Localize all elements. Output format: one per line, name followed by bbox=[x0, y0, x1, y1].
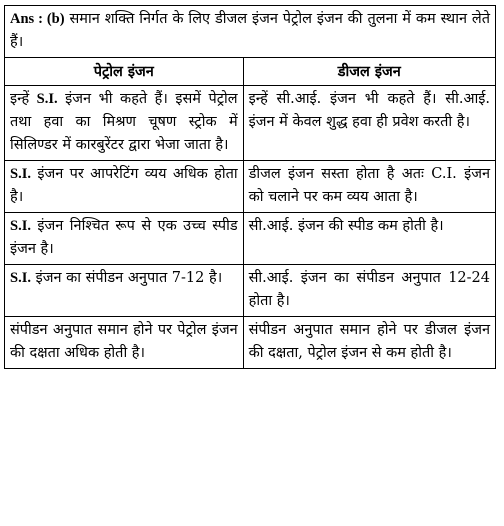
diesel-cell: संपीडन अनुपात समान होने पर डीजल इंजन की दक्षता, पेट्रोल इंजन से कम होती है। bbox=[243, 317, 495, 369]
intro-cell bbox=[5, 6, 496, 58]
header-diesel: डीजल इंजन bbox=[243, 58, 495, 86]
diesel-cell: डीजल इंजन सस्ता होता है अतः C.I. इंजन को चलाने पर कम व्यय आता है। bbox=[243, 161, 495, 213]
header-row bbox=[5, 58, 496, 86]
diesel-cell: सी.आई. इंजन का संपीडन अनुपात 12-24 होता है। bbox=[243, 265, 495, 317]
diesel-cell: सी.आई. इंजन की स्पीड कम होती है। bbox=[243, 213, 495, 265]
petrol-si-term: S.I. bbox=[36, 91, 58, 107]
petrol-si-term: S.I. bbox=[10, 270, 31, 286]
table-row bbox=[5, 213, 496, 265]
intro-row bbox=[5, 6, 496, 58]
intro-text: समान शक्ति निर्गत के लिए डीजल इंजन पेट्रोल इंजन की तुलना में कम स्थान लेते हैं। bbox=[10, 11, 491, 50]
table-row bbox=[5, 161, 496, 213]
petrol-si-term: S.I. bbox=[10, 166, 31, 182]
petrol-cell bbox=[5, 265, 244, 317]
petrol-text-post: इंजन का संपीडन अनुपात 7-12 है। bbox=[30, 270, 223, 286]
petrol-text-post: इंजन भी कहते हैं। इसमें पेट्रोल तथा हवा का मिश्रण चूषण स्ट्रोक में सिलिण्डर में कारबुरेंटर द्वारा भेजा जाता है। bbox=[10, 91, 238, 153]
petrol-text-pre: इन्हें bbox=[10, 91, 37, 107]
diesel-cell: इन्हें सी.आई. इंजन भी कहते हैं। सी.आई. इंजन में केवल शुद्ध हवा ही प्रवेश करती है। bbox=[243, 86, 495, 161]
table-row bbox=[5, 86, 496, 161]
comparison-table bbox=[4, 5, 496, 369]
petrol-text-post: इंजन पर आपरेटिंग व्यय अधिक होता है। bbox=[10, 166, 238, 205]
petrol-cell bbox=[5, 317, 244, 369]
petrol-text-pre: संपीडन अनुपात समान होने पर पेट्रोल इंजन की दक्षता अधिक होती है। bbox=[10, 322, 238, 361]
table-row bbox=[5, 265, 496, 317]
answer-label: Ans : (b) bbox=[10, 11, 65, 27]
table-row bbox=[5, 317, 496, 369]
header-petrol: पेट्रोल इंजन bbox=[5, 58, 244, 86]
petrol-cell bbox=[5, 213, 244, 265]
petrol-text-post: इंजन निश्चित रूप से एक उच्च स्पीड इंजन है। bbox=[10, 218, 238, 257]
petrol-si-term: S.I. bbox=[10, 218, 31, 234]
petrol-cell bbox=[5, 86, 244, 161]
petrol-cell bbox=[5, 161, 244, 213]
